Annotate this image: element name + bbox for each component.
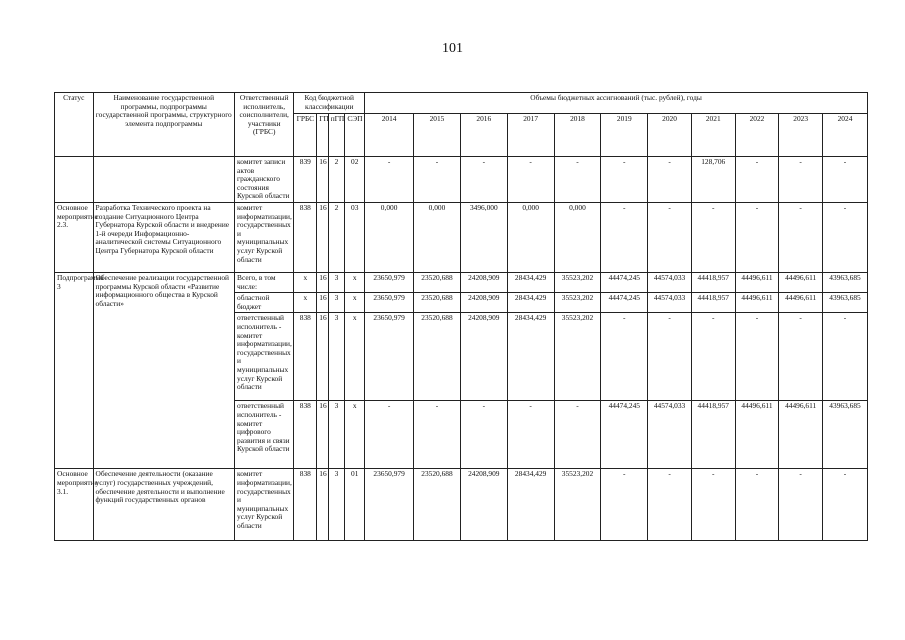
cell-value: 44496,611 <box>779 401 823 469</box>
cell-value: - <box>601 469 648 541</box>
cell-value: - <box>779 313 823 401</box>
cell-value: 28434,429 <box>507 313 554 401</box>
cell-code: 01 <box>345 469 365 541</box>
cell-code: 16 <box>317 203 328 273</box>
cell-code: 3 <box>328 469 345 541</box>
cell-code: х <box>294 273 317 293</box>
cell-value: - <box>735 203 779 273</box>
cell-executor: комитет записи актов гражданского состояния Курской области <box>235 157 294 203</box>
cell-code: 16 <box>317 293 328 313</box>
cell-value: 28434,429 <box>507 273 554 293</box>
cell-code: х <box>345 273 365 293</box>
cell-value: - <box>648 203 692 273</box>
cell-code: 838 <box>294 313 317 401</box>
cell-executor: комитет информатизации, государственных и муниципальных услуг Курской области <box>235 469 294 541</box>
cell-value: 44474,245 <box>601 401 648 469</box>
cell-code: 16 <box>317 313 328 401</box>
cell-value: 44496,611 <box>779 293 823 313</box>
cell-value: - <box>779 203 823 273</box>
cell-value: 44418,957 <box>691 401 735 469</box>
cell-value: 28434,429 <box>507 293 554 313</box>
cell-value: 23520,688 <box>414 273 461 293</box>
cell-name: Разработка Технического проекта на создание Ситуационного Центра Губернатора Курской области и внедрение 1-й очереди Информационно-аналитической системы Ситуационного Центра Губернатора Курской области <box>93 203 235 273</box>
header-budget-code: Код бюджетной классификации <box>294 93 365 114</box>
header-year: 2015 <box>414 114 461 157</box>
cell-value: - <box>414 401 461 469</box>
cell-value: 44574,033 <box>648 293 692 313</box>
cell-value: 35523,202 <box>554 293 601 313</box>
cell-value: - <box>823 313 868 401</box>
cell-code: х <box>345 401 365 469</box>
cell-status <box>55 157 94 203</box>
budget-table <box>54 92 868 541</box>
header-status: Статус <box>55 93 94 157</box>
cell-value: 35523,202 <box>554 469 601 541</box>
cell-value: 3496,000 <box>460 203 507 273</box>
cell-executor: областной бюджет <box>235 293 294 313</box>
cell-value: 44418,957 <box>691 293 735 313</box>
table-row <box>55 469 868 541</box>
cell-value: 43963,685 <box>823 293 868 313</box>
cell-executor: ответственный исполнитель - комитет цифрового развития и связи Курской области <box>235 401 294 469</box>
cell-code: 02 <box>345 157 365 203</box>
cell-value: - <box>365 401 414 469</box>
cell-name <box>93 157 235 203</box>
cell-value: - <box>365 157 414 203</box>
cell-code: 16 <box>317 469 328 541</box>
table-row <box>55 157 868 203</box>
cell-value: 44474,245 <box>601 273 648 293</box>
cell-value: 44418,957 <box>691 273 735 293</box>
header-year: 2017 <box>507 114 554 157</box>
cell-value: 44574,033 <box>648 401 692 469</box>
header-year: 2019 <box>601 114 648 157</box>
cell-code: 3 <box>328 313 345 401</box>
cell-value: - <box>691 469 735 541</box>
header-name: Наименование государственной программы, подпрограммы государственной программы, структурного элемента подпрограммы <box>93 93 235 157</box>
cell-code: 03 <box>345 203 365 273</box>
cell-value: - <box>648 157 692 203</box>
cell-code: 16 <box>317 157 328 203</box>
cell-code: 3 <box>328 273 345 293</box>
header-year: 2018 <box>554 114 601 157</box>
cell-status: Основное мероприятие 3.1. <box>55 469 94 541</box>
cell-code: 16 <box>317 401 328 469</box>
cell-value: - <box>691 313 735 401</box>
header-year: 2014 <box>365 114 414 157</box>
cell-value: - <box>601 313 648 401</box>
header-code-sep: СЭП <box>345 114 365 157</box>
cell-name: Обеспечение реализации государственной программы Курской области «Развитие информационного общества в Курской области» <box>93 273 235 469</box>
cell-value: - <box>779 157 823 203</box>
cell-value: - <box>601 203 648 273</box>
cell-value: 35523,202 <box>554 273 601 293</box>
cell-value: - <box>735 157 779 203</box>
cell-code: 838 <box>294 469 317 541</box>
cell-name: Обеспечение деятельности (оказание услуг) государственных учреждений, обеспечение деятельности и выполнение функций государственных органов <box>93 469 235 541</box>
cell-value: - <box>507 157 554 203</box>
cell-value: 23650,979 <box>365 469 414 541</box>
cell-value: - <box>554 157 601 203</box>
cell-value: 43963,685 <box>823 401 868 469</box>
cell-value: 23650,979 <box>365 273 414 293</box>
cell-value: - <box>460 401 507 469</box>
cell-code: х <box>345 293 365 313</box>
cell-code: 839 <box>294 157 317 203</box>
cell-executor: комитет информатизации, государственных и муниципальных услуг Курской области <box>235 203 294 273</box>
header-code-pgp: пГП <box>328 114 345 157</box>
cell-value: - <box>779 469 823 541</box>
table-row <box>55 203 868 273</box>
header-year: 2022 <box>735 114 779 157</box>
cell-value: - <box>601 157 648 203</box>
cell-value: 24208,909 <box>460 293 507 313</box>
cell-value: - <box>414 157 461 203</box>
cell-value: 44496,611 <box>735 293 779 313</box>
cell-value: 44496,611 <box>735 273 779 293</box>
page-number: 101 <box>442 41 463 56</box>
cell-value: 43963,685 <box>823 273 868 293</box>
table-row <box>55 273 868 293</box>
cell-value: 0,000 <box>507 203 554 273</box>
header-year: 2021 <box>691 114 735 157</box>
cell-code: 3 <box>328 401 345 469</box>
cell-value: 0,000 <box>365 203 414 273</box>
cell-value: 23520,688 <box>414 313 461 401</box>
cell-value: - <box>648 469 692 541</box>
cell-value: 24208,909 <box>460 469 507 541</box>
header-year: 2016 <box>460 114 507 157</box>
cell-status: Подпрограмма 3 <box>55 273 94 469</box>
cell-code: х <box>345 313 365 401</box>
header-code-gp: ГП <box>317 114 328 157</box>
cell-code: 16 <box>317 273 328 293</box>
cell-executor: ответственный исполнитель - комитет информатизации, государственных и муниципальных услуг Курской области <box>235 313 294 401</box>
cell-value: 44496,611 <box>735 401 779 469</box>
header-executor: Ответственный исполнитель, соисполнители, участники (ГРБС) <box>235 93 294 157</box>
cell-value: 44574,033 <box>648 273 692 293</box>
cell-value: - <box>554 401 601 469</box>
cell-value: 23520,688 <box>414 469 461 541</box>
cell-value: - <box>823 469 868 541</box>
cell-value: - <box>507 401 554 469</box>
cell-value: 28434,429 <box>507 469 554 541</box>
cell-code: 2 <box>328 157 345 203</box>
cell-status: Основное мероприятие 2.3. <box>55 203 94 273</box>
cell-value: 24208,909 <box>460 313 507 401</box>
cell-value: 44474,245 <box>601 293 648 313</box>
cell-value: 44496,611 <box>779 273 823 293</box>
cell-value: 23650,979 <box>365 313 414 401</box>
header-year: 2023 <box>779 114 823 157</box>
cell-value: - <box>691 203 735 273</box>
cell-value: - <box>823 157 868 203</box>
cell-value: 35523,202 <box>554 313 601 401</box>
cell-value: 128,706 <box>691 157 735 203</box>
cell-value: - <box>823 203 868 273</box>
cell-value: - <box>648 313 692 401</box>
cell-executor: Всего, в том числе: <box>235 273 294 293</box>
cell-value: 0,000 <box>414 203 461 273</box>
cell-value: 0,000 <box>554 203 601 273</box>
cell-code: 2 <box>328 203 345 273</box>
cell-value: - <box>735 313 779 401</box>
cell-code: 838 <box>294 203 317 273</box>
cell-value: - <box>735 469 779 541</box>
cell-code: 3 <box>328 293 345 313</box>
header-code-grbs: ГРБС <box>294 114 317 157</box>
header-year: 2020 <box>648 114 692 157</box>
cell-value: 23520,688 <box>414 293 461 313</box>
cell-code: х <box>294 293 317 313</box>
cell-code: 838 <box>294 401 317 469</box>
header-volumes: Объемы бюджетных ассигнований (тыс. рублей), годы <box>365 93 868 114</box>
header-year: 2024 <box>823 114 868 157</box>
cell-value: 24208,909 <box>460 273 507 293</box>
cell-value: - <box>460 157 507 203</box>
cell-value: 23650,979 <box>365 293 414 313</box>
